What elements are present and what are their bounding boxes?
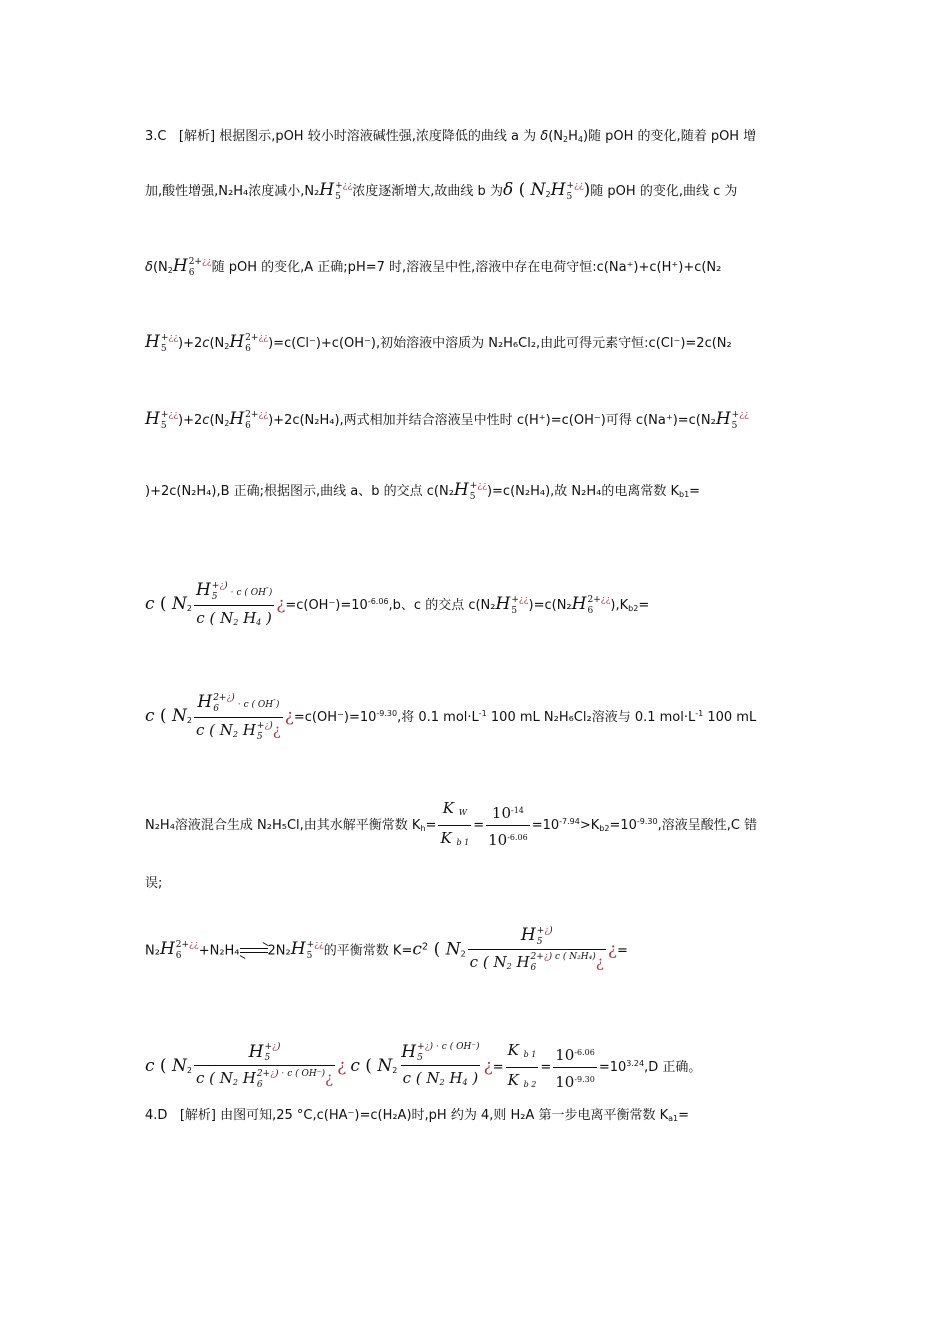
- q3-line-8: c ( $N_2$ H 2+¿) 6 ⋅ c ( OH-) c ( $N_2$ H +¿) 5 ¿ ¿$=c(OH^-)=10^{-9.30}$,将 0.1 $mol\cdot L^{-1}$ 100 mL N₂H₆Cl₂溶液与 0.1 $mol\cdot L^{-1}$ 100 mL: [145, 690, 810, 745]
- q3-line-11: N₂H 2+¿¿ 6 +N₂H₄ 2N₂H +¿¿ 5 的平衡常数 $K=c^2$ ( $N_2$ H +¿) 5 c ( $N_2$ H 2+¿) c ( N₂H₄) 6 ¿ ¿=: [145, 925, 810, 977]
- q3-line-3: $\delta(N_2H$ 2+¿¿ 6 随 pOH 的变化,A 正确;pH=7 时,溶液呈中性,溶液中存在电荷守恒:c(Na⁺)+c(H⁺)+c(N₂: [145, 256, 722, 278]
- q3-line-7: c ( $N_2$ H +¿) 5 ⋅ c ( OH-) c ( $N_2$ $H_4$ ) ¿$=c(OH^-)=10^{-6.06},b$、c 的交点 c(N₂H +¿¿ 5 )=c(N₂H 2+¿¿ 6 )$,K_{b2}=$: [145, 578, 810, 633]
- analysis-tag: [解析]: [179, 1108, 216, 1123]
- q3-line-2: 加,酸性增强,N₂H₄浓度减小,N₂H +¿¿ 5 浓度逐渐增大,故曲线 b 为δ ( $N_2H$ +¿¿ 5 )随 pOH 的变化,曲线 c 为: [145, 180, 738, 202]
- q3-line-4: H +¿¿ 5 )$+2c(N_2H$ 2+¿¿ 6 )=c(Cl⁻)+c(OH⁻),初始溶液中溶质为 N₂H₆Cl₂,由此可得元素守恒:c(Cl⁻)=2c(N₂: [145, 332, 732, 354]
- answer-number: 4.D: [145, 1108, 168, 1123]
- q4-line-1: 4.D [解析] 由图可知,25 °C,c(HA⁻)=c(H₂A)时,pH 约为 4,则 H₂A 第一步电离平衡常数 $K_{a1}=$: [145, 1108, 690, 1123]
- q3-line-1: 3.C [解析] 根据图示,pOH 较小时溶液碱性强,浓度降低的曲线 a 为 $\delta(N_2H_4)$随 pOH 的变化,随着 pOH 增: [145, 129, 757, 144]
- analysis-tag: [解析]: [178, 129, 216, 144]
- q3-line-5: H +¿¿ 5 )$+2c(N_2H$ 2+¿¿ 6 )+2c(N₂H₄),两式相加并结合溶液呈中性时 c(H⁺)=c(OH⁻)可得 c(Na⁺)=c(N₂H +¿¿ 5: [145, 409, 749, 431]
- q3-line-10: 误;: [145, 876, 163, 891]
- q3-line-12: c ( $N_2$ H +¿) 5 c ( $N_2$ H 2+¿) ⋅ c ( OH⁻) 6 ¿ ¿ c ( $N_2$ H +¿) ⋅ c ( OH⁻) 5 c ( $N_2$ $H_4$ ) ¿= $\frac{K _{b 1}}{K _{b 2}}$ = $\frac{10^{-6.06}}{10^{-9.30}}$ $=10^{3.24},D$ 正确。: [145, 1040, 810, 1095]
- equilibrium-arrow-icon: [240, 947, 268, 955]
- q3-line-6: )+2c(N₂H₄),B 正确;根据图示,曲线 a、b 的交点 c(N₂H +¿¿ 5 )=c(N₂H₄),故 N₂H₄的电离常数 $K_{b1}=$: [145, 480, 701, 502]
- q3-line-9: N₂H₄溶液混合生成 N₂H₅Cl,由其水解平衡常数 $K_h=$ $\frac{K _W}{K _{b 1}}$ = $\frac{10^{-14}}{10^{-6.06}}$ $=10^{-7.94}>K_{b2}=10^{-9.30}$,溶液呈酸性,C 错: [145, 798, 810, 853]
- answer-number: 3.C: [145, 129, 167, 144]
